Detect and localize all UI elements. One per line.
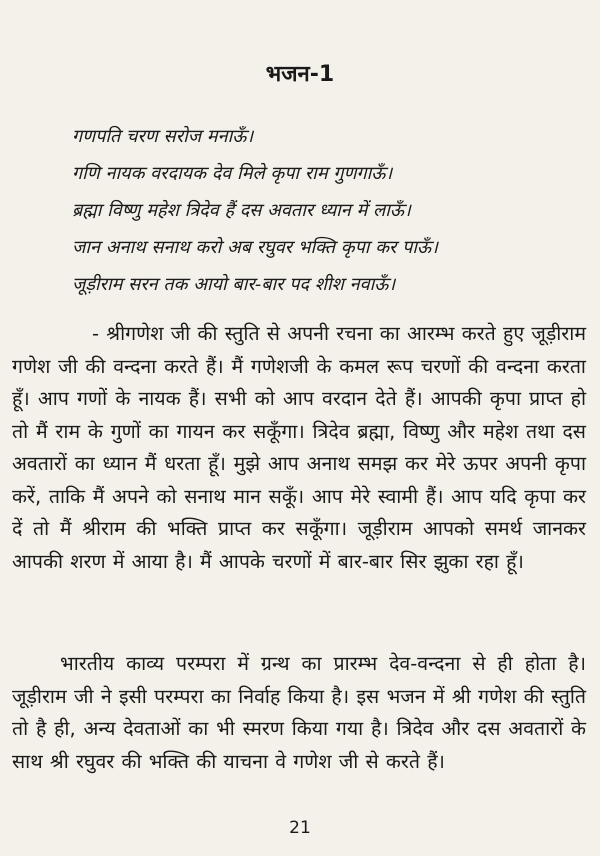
page-number: 21 bbox=[289, 818, 311, 838]
verse-line: गणि नायक वरदायक देव मिले कृपा राम गुणगाऊँ। bbox=[72, 163, 393, 184]
verse-block bbox=[72, 118, 572, 303]
verse-line: ब्रह्मा विष्णु महेश त्रिदेव हैं दस अवतार ध्यान में लाऊँ। bbox=[72, 200, 411, 221]
verse-line: जान अनाथ सनाथ करो अब रघुवर भक्ति कृपा कर पाऊँ। bbox=[72, 237, 438, 258]
page-title: भजन-1 bbox=[265, 62, 335, 87]
commentary-paragraph: भारतीय काव्य परम्परा में ग्रन्थ का प्रारम्भ देव-वन्दना से ही होता है। जूड़ीराम जी ने इसी परम्परा का निर्वाह किया है। इस भजन में श्री गणेश की स्तुति तो है ही, अन्य देवताओं का भी स्मरण किया गया है। त्रिदेव और दस अवतारों के साथ श्री रघुवर की भक्ति की याचना वे गणेश जी से करते हैं। bbox=[12, 652, 586, 773]
explanation-paragraph: - श्रीगणेश जी की स्तुति से अपनी रचना का आरम्भ करते हुए जूड़ीराम गणेश जी की वन्दना करते हैं। मैं गणेशजी के कमल रूप चरणों की वन्दना करता हूँ। आप गणों के नायक हैं। सभी को आप वरदान देते हैं। आपकी कृपा प्राप्त हो तो मैं राम के गुणों का गायन कर सकूँगा। त्रिदेव ब्रह्मा, विष्णु और महेश तथा दस अवतारों का ध्यान मैं धरता हूँ। मुझे आप अनाथ समझ कर मेरे ऊपर अपनी कृपा करें, ताकि मैं अपने को सनाथ मान सकूँ। आप मेरे स्वामी हैं। आप यदि कृपा कर दें तो मैं श्रीराम की भक्ति प्राप्त कर सकूँगा। जूड़ीराम आपको समर्थ जानकर आपकी शरण में आया है। मैं आपके चरणों में बार-बार सिर झुका रहा हूँ। bbox=[12, 322, 586, 573]
verse-line: जूड़ीराम सरन तक आयो बार-बार पद शीश नवाऊँ। bbox=[72, 274, 396, 295]
verse-line: गणपति चरण सरोज मनाऊँ। bbox=[72, 126, 254, 147]
